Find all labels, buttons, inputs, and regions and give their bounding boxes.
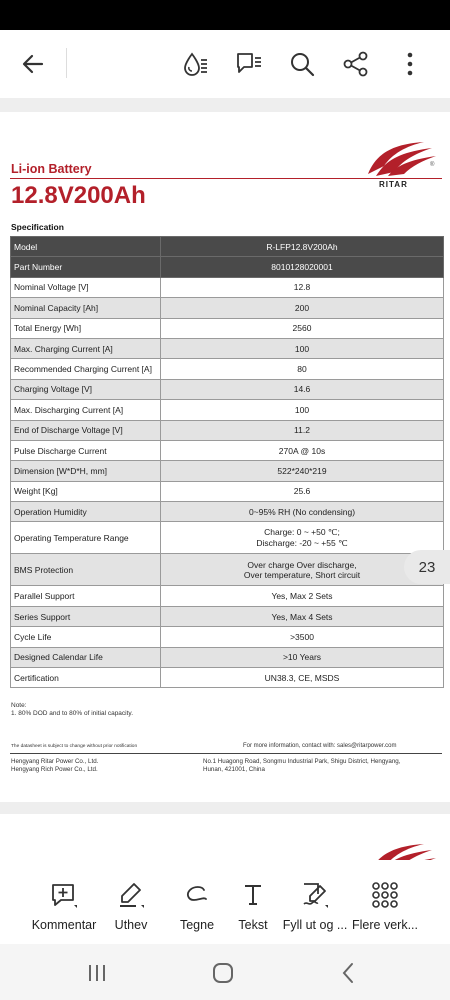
address-line: No.1 Huagong Road, Songmu Industrial Park, Shigu District, Hengyang, [203,758,401,765]
table-row [11,440,444,460]
spec-label: Charging Voltage [V] [11,379,161,399]
spec-label: Total Energy [Wh] [11,318,161,338]
company-name: Hengyang Rich Power Co., Ltd. [11,766,98,773]
table-row [11,627,444,647]
more-tools-button[interactable] [347,880,423,932]
bottom-toolbar [0,860,450,944]
spec-label: Parallel Support [11,586,161,606]
spec-label: Cycle Life [11,627,161,647]
system-navigation-bar [0,944,450,1000]
spec-label: Nominal Voltage [V] [11,277,161,297]
table-row [11,481,444,501]
document-subtitle: Li-ion Battery [11,162,92,176]
comments-list-icon[interactable] [229,44,269,84]
spec-value: 270A @ 10s [161,440,444,460]
table-row [11,461,444,481]
search-icon[interactable] [282,44,322,84]
table-row [11,359,444,379]
back-icon[interactable] [334,958,364,988]
footnote [11,702,133,718]
table-row [11,338,444,358]
disclaimer: The datasheet is subject to change without prior notification [11,744,138,749]
spec-label: Dimension [W*D*H, mm] [11,461,161,481]
comment-tool-button[interactable] [26,880,102,932]
spec-label: BMS Protection [11,554,161,586]
table-row [11,318,444,338]
footer-rule [10,753,442,754]
table-row [11,379,444,399]
spec-value [161,554,444,586]
table-row [11,502,444,522]
footnote-text: 1. 80% DOD and to 80% of initial capacity. [11,710,133,717]
contact-info: For more information, contact with: sales@ritarpower.com [243,743,397,749]
table-row [11,237,444,257]
spec-label: End of Discharge Voltage [V] [11,420,161,440]
spec-label: Max. Discharging Current [A] [11,400,161,420]
spec-value: >10 Years [161,647,444,667]
spec-label: Model [11,237,161,257]
spec-value: 200 [161,298,444,318]
specification-label: Specification [11,222,64,232]
spec-label: Pulse Discharge Current [11,440,161,460]
spec-label: Operating Temperature Range [11,522,161,554]
draw-icon [182,880,212,910]
spec-label: Designed Calendar Life [11,647,161,667]
spec-value: Yes, Max 2 Sets [161,586,444,606]
tool-label: Uthev [114,918,148,932]
tool-label: Tegne [179,918,215,932]
spec-value: 100 [161,400,444,420]
spec-label: Weight [Kg] [11,481,161,501]
company-names [11,758,98,774]
text-icon [238,880,268,910]
spec-value: Yes, Max 4 Sets [161,606,444,626]
document-viewer[interactable] [0,98,450,860]
tool-label: Tekst [238,918,268,932]
highlight-tool-button[interactable] [93,880,169,932]
spec-value: UN38.3, CE, MSDS [161,668,444,688]
spec-value: 2560 [161,318,444,338]
table-row [11,606,444,626]
liquid-mode-icon[interactable] [176,44,216,84]
share-icon[interactable] [336,44,376,84]
spec-value-line: Charge: 0 ~ +50 ℃; [264,526,340,537]
spec-label: Max. Charging Current [A] [11,338,161,358]
spec-value-line: Over charge Over discharge, [247,559,357,570]
spec-label: Operation Humidity [11,502,161,522]
recent-apps-icon[interactable] [82,958,112,988]
spec-value: R-LFP12.8V200Ah [161,237,444,257]
table-row [11,277,444,297]
comment-add-icon [49,880,79,910]
spec-value: 100 [161,338,444,358]
fill-sign-tool-button[interactable] [277,880,353,932]
back-arrow-icon[interactable] [13,44,53,84]
app-bar-divider [66,48,67,78]
spec-value-line: Discharge: -20 ~ +55 ℃ [256,537,348,548]
status-bar [0,0,450,30]
company-address [203,758,443,774]
tool-label: Flere verk... [352,918,418,932]
spec-value-line: Over temperature, Short circuit [243,569,361,580]
footnote-title: Note: [11,702,27,709]
highlight-icon [116,880,146,910]
tool-label: Fyll ut og ... [282,918,348,932]
table-row [11,298,444,318]
spec-value: 522*240*219 [161,461,444,481]
spec-value: 80 [161,359,444,379]
spec-value: 12.8 [161,277,444,297]
app-bar [0,30,450,98]
table-row [11,647,444,667]
fill-sign-icon [300,880,330,910]
spec-value: 0~95% RH (No condensing) [161,502,444,522]
logo-text: RITAR [379,180,408,189]
table-row [11,420,444,440]
document-title: 12.8V200Ah [11,182,146,209]
table-row [11,668,444,688]
address-line: Hunan, 421001, China [203,766,265,773]
company-name: Hengyang Ritar Power Co., Ltd. [11,758,99,765]
table-row [11,586,444,606]
logo-registered-mark: ® [430,162,435,168]
spec-value [161,522,444,554]
spec-label: Nominal Capacity [Ah] [11,298,161,318]
table-row [11,257,444,277]
table-row [11,400,444,420]
home-icon[interactable] [208,958,238,988]
spec-label: Certification [11,668,161,688]
page-number-badge[interactable]: 23 [404,550,450,584]
tool-label: Kommentar [31,918,97,932]
more-tools-icon [370,880,400,910]
table-row [11,522,444,554]
spec-label: Part Number [11,257,161,277]
spec-value: 11.2 [161,420,444,440]
pdf-page [0,112,450,802]
spec-value: 25.6 [161,481,444,501]
spec-value: >3500 [161,627,444,647]
spec-label: Recommended Charging Current [A] [11,359,161,379]
more-options-icon[interactable] [390,44,430,84]
spec-value: 14.6 [161,379,444,399]
specification-table [10,236,444,688]
ritar-logo [362,134,442,180]
table-row [11,554,444,586]
spec-label: Series Support [11,606,161,626]
spec-value: 8010128020001 [161,257,444,277]
